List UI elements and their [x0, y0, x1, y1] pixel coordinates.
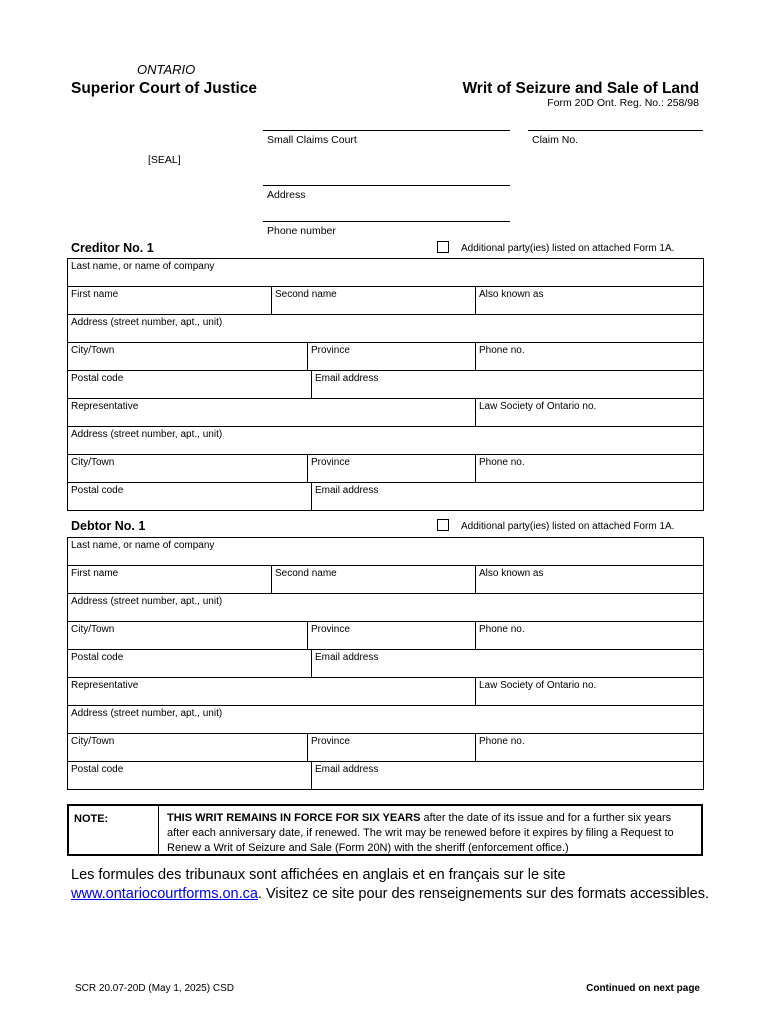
creditor-rep-city-field[interactable] [68, 455, 308, 483]
debtor-lso-field[interactable] [476, 678, 704, 706]
creditor-rep-postal-field[interactable] [68, 483, 312, 511]
debtor-province-field[interactable] [308, 622, 476, 650]
creditor-additional-parties-label: Additional party(ies) listed on attached Form 1A. [461, 243, 675, 254]
debtor-postal-field[interactable] [68, 650, 312, 678]
debtor-address-field[interactable] [68, 594, 704, 622]
field-label: City/Town [71, 345, 115, 356]
debtor-first-name-field[interactable] [68, 566, 272, 594]
creditor-city-field[interactable] [68, 343, 308, 371]
creditor-postal-field[interactable] [68, 371, 312, 399]
field-label: City/Town [71, 736, 115, 747]
field-label: Phone no. [479, 736, 525, 747]
field-label: Phone no. [479, 345, 525, 356]
french-line1: Les formules des tribunaux sont affichées en anglais et en français sur le site [71, 867, 566, 883]
french-line2: . Visitez ce site pour des renseignements sur des formats accessibles. [257, 886, 710, 902]
debtor-aka-field[interactable] [476, 566, 704, 594]
creditor-aka-field[interactable] [476, 287, 704, 315]
creditor-last-name-field[interactable] [68, 259, 704, 287]
field-label: Law Society of Ontario no. [479, 680, 597, 691]
creditor-rep-phone-field[interactable] [476, 455, 704, 483]
field-label: Phone no. [479, 624, 525, 635]
debtor-last-name-field[interactable] [68, 538, 704, 566]
note-text [159, 806, 701, 854]
court-phone-label: Phone number [267, 225, 336, 237]
note-label: NOTE: [69, 806, 159, 854]
small-claims-court-label: Small Claims Court [267, 134, 357, 146]
debtor-heading: Debtor No. 1 [71, 519, 146, 533]
field-label: Also known as [479, 568, 544, 579]
debtor-rep-province-field[interactable] [308, 734, 476, 762]
creditor-province-field[interactable] [308, 343, 476, 371]
field-label: First name [71, 289, 119, 300]
field-label: Address (street number, apt., unit) [71, 708, 223, 719]
debtor-table [67, 537, 704, 790]
field-label: First name [71, 568, 119, 579]
claim-no-line[interactable] [528, 130, 703, 131]
creditor-heading: Creditor No. 1 [71, 241, 154, 255]
creditor-rep-address-field[interactable] [68, 427, 704, 455]
field-label: Last name, or name of company [71, 540, 215, 551]
note-box [67, 804, 703, 856]
creditor-lso-field[interactable] [476, 399, 704, 427]
debtor-second-name-field[interactable] [272, 566, 476, 594]
field-label: Last name, or name of company [71, 261, 215, 272]
field-label: Province [311, 345, 350, 356]
field-label: Email address [315, 652, 379, 663]
debtor-additional-parties-label: Additional party(ies) listed on attached Form 1A. [461, 521, 675, 532]
field-label: Postal code [71, 652, 124, 663]
creditor-table [67, 258, 704, 511]
field-label: Province [311, 736, 350, 747]
court-address-label: Address [267, 189, 306, 201]
court-address-line[interactable] [263, 185, 510, 186]
field-label: Second name [275, 568, 337, 579]
field-label: Email address [315, 373, 379, 384]
field-label: City/Town [71, 624, 115, 635]
field-label: Postal code [71, 373, 124, 384]
debtor-representative-field[interactable] [68, 678, 476, 706]
french-link[interactable]: www.ontariocourtforms.on.ca [71, 886, 258, 902]
small-claims-court-line[interactable] [263, 130, 510, 131]
creditor-first-name-field[interactable] [68, 287, 272, 315]
debtor-rep-email-field[interactable] [312, 762, 704, 790]
field-label: Representative [71, 401, 139, 412]
creditor-additional-parties-checkbox[interactable] [437, 241, 449, 253]
debtor-rep-postal-field[interactable] [68, 762, 312, 790]
field-label: Email address [315, 764, 379, 775]
french-notice [71, 866, 731, 904]
field-label: Postal code [71, 485, 124, 496]
creditor-rep-province-field[interactable] [308, 455, 476, 483]
form-number: Form 20D Ont. Reg. No.: 258/98 [547, 97, 699, 109]
creditor-representative-field[interactable] [68, 399, 476, 427]
debtor-rep-phone-field[interactable] [476, 734, 704, 762]
form-code: SCR 20.07-20D (May 1, 2025) CSD [75, 983, 234, 994]
creditor-phone-field[interactable] [476, 343, 704, 371]
court-name: Superior Court of Justice [71, 80, 258, 97]
field-label: Phone no. [479, 457, 525, 468]
debtor-additional-parties-checkbox[interactable] [437, 519, 449, 531]
debtor-city-field[interactable] [68, 622, 308, 650]
field-label: Email address [315, 485, 379, 496]
note-body: after the date of its issue and for a further six years after each anniversary date, if renewed. The writ may be renewed before it expires by filing a Request to Renew a Writ of Seizure and Sale (Form 20N) with the sheriff (enforcement office.) [167, 812, 674, 854]
province-label: ONTARIO [137, 62, 196, 77]
note-bold: THIS WRIT REMAINS IN FORCE FOR SIX YEARS [167, 812, 421, 824]
field-label: Address (street number, apt., unit) [71, 429, 223, 440]
field-label: Also known as [479, 289, 544, 300]
debtor-rep-city-field[interactable] [68, 734, 308, 762]
creditor-address-field[interactable] [68, 315, 704, 343]
seal-label: [SEAL] [148, 154, 181, 166]
field-label: Province [311, 624, 350, 635]
court-phone-line[interactable] [263, 221, 510, 222]
field-label: Postal code [71, 764, 124, 775]
creditor-email-field[interactable] [312, 371, 704, 399]
field-label: Address (street number, apt., unit) [71, 317, 223, 328]
field-label: Address (street number, apt., unit) [71, 596, 223, 607]
field-label: City/Town [71, 457, 115, 468]
debtor-email-field[interactable] [312, 650, 704, 678]
debtor-phone-field[interactable] [476, 622, 704, 650]
field-label: Law Society of Ontario no. [479, 401, 597, 412]
debtor-rep-address-field[interactable] [68, 706, 704, 734]
continued-label: Continued on next page [586, 983, 700, 994]
field-label: Province [311, 457, 350, 468]
form-title: Writ of Seizure and Sale of Land [462, 80, 699, 97]
claim-no-label: Claim No. [532, 134, 579, 146]
field-label: Representative [71, 680, 139, 691]
field-label: Second name [275, 289, 337, 300]
creditor-rep-email-field[interactable] [312, 483, 704, 511]
creditor-second-name-field[interactable] [272, 287, 476, 315]
